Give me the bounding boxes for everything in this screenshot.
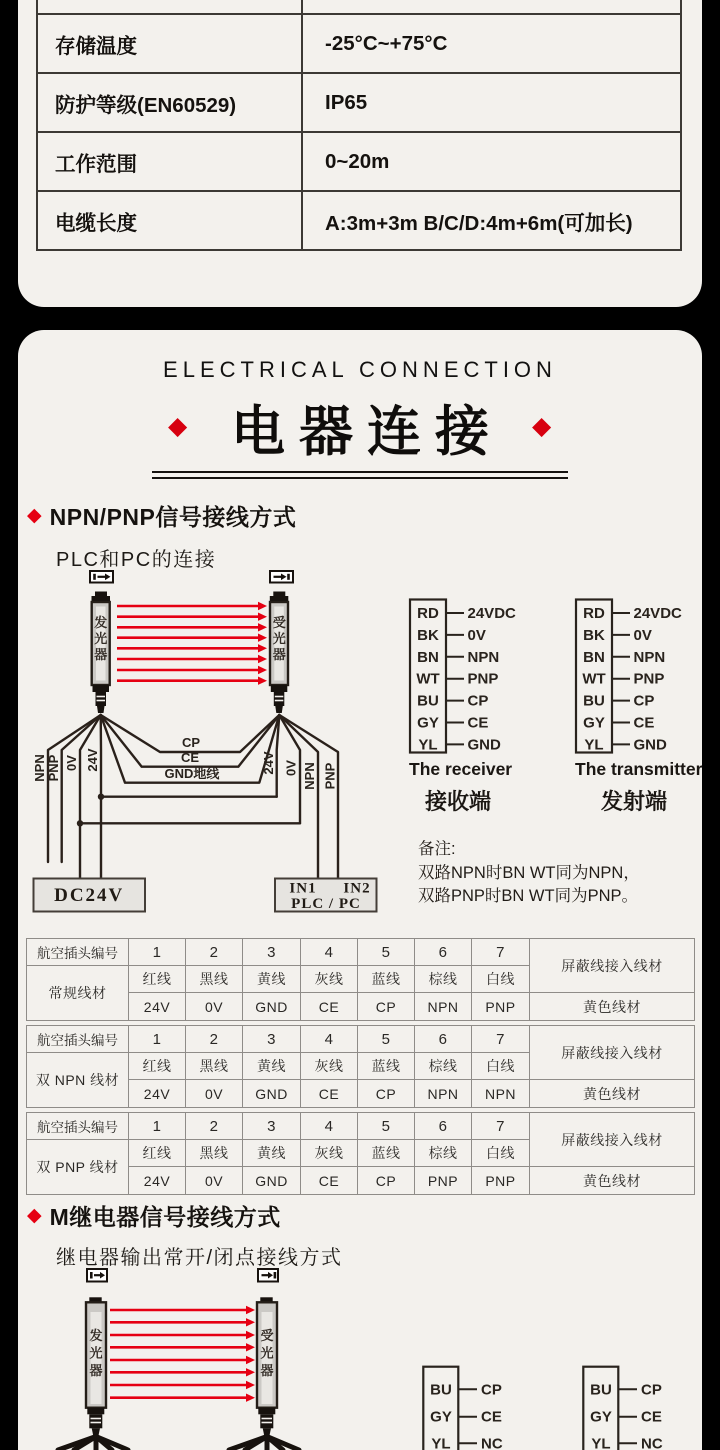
dc24v-box (34, 879, 146, 912)
spec-value: 0~20m (325, 149, 390, 173)
receiver-pinout (410, 600, 516, 754)
wire-table-pin-number: 5 (358, 1026, 415, 1053)
pin-label: GY (583, 714, 605, 732)
beam-arrowhead (258, 623, 267, 631)
pin-label: GY (590, 1408, 612, 1426)
beam-out-icon (90, 571, 113, 583)
pin-label: RD (583, 605, 605, 622)
tower-label-char: 受 (260, 1328, 274, 1343)
transmitter-caption-zh: 发射端 (600, 789, 668, 814)
note-line: 双路PNP时BN WT同为PNP。 (418, 887, 639, 905)
note-title: 备注: (418, 840, 456, 858)
wire-table-color-cell: 红线 (129, 1140, 186, 1167)
wire-label-npn-right: NPN (302, 762, 317, 790)
receiver-tower (270, 592, 289, 714)
pin-signal-label: 0V (467, 626, 486, 644)
pin-label: WT (416, 670, 440, 688)
npn-section-subtitle: PLC和PC的连接 (56, 549, 217, 571)
wire-table-signal-cell: 0V (186, 1167, 243, 1194)
emitter-tower (92, 592, 111, 714)
wire-table-pin-number: 7 (472, 1113, 530, 1140)
wire-table-pin-number: 4 (301, 1026, 358, 1053)
title-underline (152, 471, 568, 479)
wire-label-24v-right: 24V (261, 751, 276, 775)
pin-signal-label: CE (467, 714, 489, 732)
receiver-caption-en: The receiver (409, 759, 513, 779)
wire-table-pin-number: 2 (186, 1113, 243, 1140)
wire-table-signal-cell: NPN (415, 993, 472, 1020)
wire-table-signal-cell: PNP (472, 993, 530, 1020)
beam-arrowhead (258, 613, 267, 621)
emitter-tower (58, 1297, 128, 1450)
diamond-icon: ◆ (27, 1205, 42, 1226)
wire-table-color-cell: 棕线 (415, 966, 472, 993)
transmitter-caption-en: The transmitter (575, 759, 703, 779)
wire-table-color-cell: 黄线 (243, 1053, 301, 1080)
wire-table-signal-cell: CE (301, 1080, 358, 1107)
wire-table-color-cell: 灰线 (301, 1140, 358, 1167)
wire-table-color-cell: 蓝线 (358, 1140, 415, 1167)
wire-table-signal-cell: CE (301, 993, 358, 1020)
pin-signal-label: CP (633, 692, 655, 710)
wire-table-signal-cell: GND (243, 1080, 301, 1107)
pin-label: BK (583, 626, 605, 644)
spec-value: IP65 (325, 90, 368, 114)
wire-table-yellow-cell: 黄色线材 (583, 1085, 641, 1102)
wire-table-pin-number: 5 (358, 1113, 415, 1140)
tower-label-char: 发 (89, 1328, 103, 1343)
tower-label-char: 受 (272, 615, 286, 630)
wire-label-0v: 0V (64, 755, 79, 771)
wire-table-color-cell: 灰线 (301, 966, 358, 993)
wire-table-group-label: 双 NPN 线材 (27, 1053, 129, 1107)
wiring-tables (26, 938, 695, 1199)
relay-section-title: M继电器信号接线方式 (49, 1204, 281, 1230)
dc24v-label: DC24V (54, 885, 125, 906)
wire-table-pin-number: 4 (301, 939, 358, 966)
tower-label-char: 光 (94, 631, 108, 646)
diamond-icon: ◆ (27, 505, 42, 526)
wire-table-signal-cell: CE (301, 1167, 358, 1194)
pin-label: BU (430, 1381, 452, 1399)
wire-table-signal-cell: 24V (129, 1167, 186, 1194)
npn-section-title: NPN/PNP信号接线方式 (49, 504, 297, 530)
beam-out-icon (87, 1269, 107, 1282)
wire-table-pin-number: 6 (415, 1113, 472, 1140)
pin-signal-label: NPN (633, 648, 666, 666)
wire-table-signal-cell: GND (243, 993, 301, 1020)
section-big-title: 电器连接 (231, 402, 503, 462)
pin-signal-label: CP (641, 1381, 662, 1399)
spec-label: 电缆长度 (38, 192, 303, 249)
receiver-caption-zh: 接收端 (424, 789, 492, 814)
pin-label: YL (591, 1435, 611, 1450)
table-row (38, 192, 680, 249)
tower-label-char: 器 (94, 647, 108, 662)
wire-table-pin-number: 1 (129, 1026, 186, 1053)
wire-table-plug-header: 航空插头编号 (27, 1113, 129, 1140)
relay-section-header (27, 1199, 281, 1232)
beam-arrowhead (258, 634, 267, 642)
wire-table-pin-number: 2 (186, 1026, 243, 1053)
plc-label: PLC / PC (291, 896, 361, 912)
wire-table-pin-number: 3 (243, 939, 301, 966)
beam-arrowhead (246, 1331, 255, 1339)
pin-label: YL (418, 736, 438, 754)
beam-arrowhead (258, 666, 267, 674)
tower-label-char: 光 (89, 1345, 103, 1361)
pin-signal-label: CE (481, 1408, 502, 1426)
wire-table-signal-cell: 0V (186, 993, 243, 1020)
beam-arrowhead (258, 644, 267, 652)
wire-label-ce: CE (180, 750, 200, 765)
pin-label: BU (590, 1381, 612, 1399)
wire-table-plug-header: 航空插头编号 (27, 939, 129, 966)
wire-table-pin-number: 7 (472, 939, 530, 966)
wire-table-color-cell: 白线 (472, 966, 530, 993)
plc-in1-label: IN1 (289, 880, 317, 897)
wire-table-signal-cell: PNP (472, 1167, 530, 1194)
wire-table-shield-cell: 屏蔽线接入线材 (530, 1026, 694, 1080)
pin-label: BU (417, 692, 439, 710)
wire-table-shield-cell: 屏蔽线接入线材 (530, 1113, 694, 1167)
wire-table-pin-number: 6 (415, 939, 472, 966)
relay-pinout-left (423, 1367, 503, 1450)
pin-signal-label: PNP (467, 670, 499, 688)
note-block (418, 838, 640, 909)
wire-label-pnp-right: PNP (322, 762, 338, 790)
wire-table-yellow-cell: 黄色线材 (583, 998, 641, 1015)
wire-table-pin-number: 3 (243, 1113, 301, 1140)
beam-arrowhead (258, 655, 267, 663)
wire-table-color-cell: 灰线 (301, 1053, 358, 1080)
pin-signal-label: CP (481, 1381, 502, 1399)
wire-table-signal-cell: PNP (415, 1167, 472, 1194)
tower-label-char: 器 (89, 1363, 103, 1378)
spec-label: 存储温度 (38, 15, 303, 72)
wire-table-pin-number: 4 (301, 1113, 358, 1140)
plc-in2-label: IN2 (343, 880, 371, 897)
wire-table-color-cell: 蓝线 (358, 1053, 415, 1080)
wire-table-signal-cell: NPN (472, 1080, 530, 1107)
wire-table-color-cell: 棕线 (415, 1053, 472, 1080)
wire-table-color-cell: 白线 (472, 1140, 530, 1167)
table-row (38, 15, 680, 74)
wire-table-signal-cell: NPN (415, 1080, 472, 1107)
pin-signal-label: NC (481, 1435, 503, 1450)
light-beam-arrows (110, 1306, 255, 1402)
wire-table-pin-number: 6 (415, 1026, 472, 1053)
pin-signal-label: GND (467, 736, 501, 754)
wire-table-pin-number: 2 (186, 939, 243, 966)
light-beam-arrows (117, 602, 267, 685)
diamond-icon: ◆ (532, 412, 552, 440)
wire-table-signal-cell: CP (358, 1080, 415, 1107)
table-cut-border-left (36, 0, 38, 13)
beam-arrowhead (246, 1368, 255, 1376)
pin-signal-label: 24VDC (467, 605, 516, 622)
beam-arrowhead (246, 1381, 255, 1389)
pin-label: BU (583, 692, 605, 710)
tower-label-char: 光 (272, 631, 286, 646)
receiver-tower (229, 1297, 299, 1450)
spec-table (36, 13, 682, 251)
wire-table-signal-cell: 0V (186, 1080, 243, 1107)
tower-label-char: 器 (272, 647, 286, 662)
relay-pinout-right (583, 1367, 663, 1450)
spec-value: A:3m+3m B/C/D:4m+6m(可加长) (325, 211, 633, 235)
wire-fan (58, 1437, 128, 1450)
diamond-icon: ◆ (168, 412, 188, 440)
beam-arrowhead (246, 1318, 255, 1326)
pin-signal-label: NPN (467, 648, 500, 666)
relay-section-subtitle: 继电器输出常开/闭点接线方式 (56, 1247, 343, 1269)
wire-label-gnd: GND地线 (164, 766, 220, 781)
note-line: 双路NPN时BN WT同为NPN， (418, 863, 640, 882)
pin-label: WT (582, 670, 606, 688)
pin-label: YL (584, 736, 604, 754)
wire-table-color-cell: 黄线 (243, 1140, 301, 1167)
wire-table-pin-number: 1 (129, 939, 186, 966)
wire-table-yellow-cell: 黄色线材 (583, 1172, 641, 1189)
wire-label-npn: NPN (32, 754, 47, 782)
wire-table-color-cell: 棕线 (415, 1140, 472, 1167)
pin-signal-label: CP (467, 692, 489, 710)
beam-arrowhead (246, 1306, 255, 1314)
wire-table-color-cell: 黑线 (186, 1053, 243, 1080)
beam-arrowhead (258, 677, 267, 685)
beam-in-icon (270, 571, 293, 583)
npn-section-header (27, 499, 296, 532)
wire-table-color-cell: 黑线 (186, 966, 243, 993)
wire-table-signal-cell: GND (243, 1167, 301, 1194)
wire-table-shield-cell: 屏蔽线接入线材 (530, 939, 694, 993)
section-eyebrow: ELECTRICAL CONNECTION (163, 357, 557, 382)
pin-label: GY (417, 714, 439, 732)
wire-table-group-label: 双 PNP 线材 (27, 1140, 129, 1194)
wire-fan (229, 1437, 299, 1450)
wire-table-signal-cell: CP (358, 1167, 415, 1194)
wire-table-color-cell: 白线 (472, 1053, 530, 1080)
spec-label: 防护等级(EN60529) (38, 74, 303, 131)
pin-signal-label: CE (633, 714, 655, 732)
wire-table-signal-cell: 24V (129, 1080, 186, 1107)
spec-label: 工作范围 (38, 133, 303, 190)
wire-table-color-cell: 红线 (129, 966, 186, 993)
wire-label-pnp: PNP (46, 754, 61, 782)
pin-signal-label: PNP (633, 670, 665, 688)
pin-label: YL (431, 1435, 451, 1450)
wire-table-color-cell: 红线 (129, 1053, 186, 1080)
table-row (38, 133, 680, 192)
wire-table-signal-cell: 24V (129, 993, 186, 1020)
pin-signal-label: NC (641, 1435, 663, 1450)
beam-arrowhead (246, 1356, 255, 1364)
wire-table-pin-number: 3 (243, 1026, 301, 1053)
pin-label: GY (430, 1408, 452, 1426)
wire-table-block (26, 1025, 695, 1108)
plc-box (275, 879, 377, 913)
beam-in-icon (258, 1269, 278, 1282)
wire-table-plug-header: 航空插头编号 (27, 1026, 129, 1053)
pin-label: BK (417, 626, 439, 644)
spec-value: -25°C~+75°C (325, 31, 448, 55)
wire-table-color-cell: 黄线 (243, 966, 301, 993)
beam-arrowhead (258, 602, 267, 610)
pin-label: BN (417, 648, 439, 666)
beam-arrowhead (246, 1343, 255, 1351)
wire-table-block (26, 1112, 695, 1195)
beam-arrowhead (246, 1394, 255, 1402)
wire-table-color-cell: 黑线 (186, 1140, 243, 1167)
wire-table-signal-cell: CP (358, 993, 415, 1020)
tower-label-char: 器 (260, 1363, 274, 1378)
wire-table-pin-number: 5 (358, 939, 415, 966)
wire-table-color-cell: 蓝线 (358, 966, 415, 993)
wire-table-pin-number: 1 (129, 1113, 186, 1140)
wire-table-group-label: 常规线材 (27, 966, 129, 1020)
pin-label: RD (417, 605, 439, 622)
table-cut-border-mid (301, 0, 303, 13)
tower-label-char: 光 (260, 1345, 274, 1361)
pin-signal-label: 24VDC (633, 605, 682, 622)
pin-signal-label: CE (641, 1408, 662, 1426)
wire-label-24v: 24V (85, 748, 100, 772)
table-row (38, 74, 680, 133)
table-cut-border-right (680, 0, 682, 13)
wire-label-cp: CP (181, 735, 201, 750)
relay-wiring-diagram (0, 1268, 720, 1450)
pin-signal-label: 0V (633, 626, 652, 644)
wire-label-0v-right: 0V (283, 760, 299, 776)
tower-label-char: 发 (94, 615, 108, 630)
pin-signal-label: GND (633, 736, 667, 754)
wire-table-pin-number: 7 (472, 1026, 530, 1053)
transmitter-pinout (576, 600, 682, 754)
pin-label: BN (583, 648, 605, 666)
wire-table-block (26, 938, 695, 1021)
